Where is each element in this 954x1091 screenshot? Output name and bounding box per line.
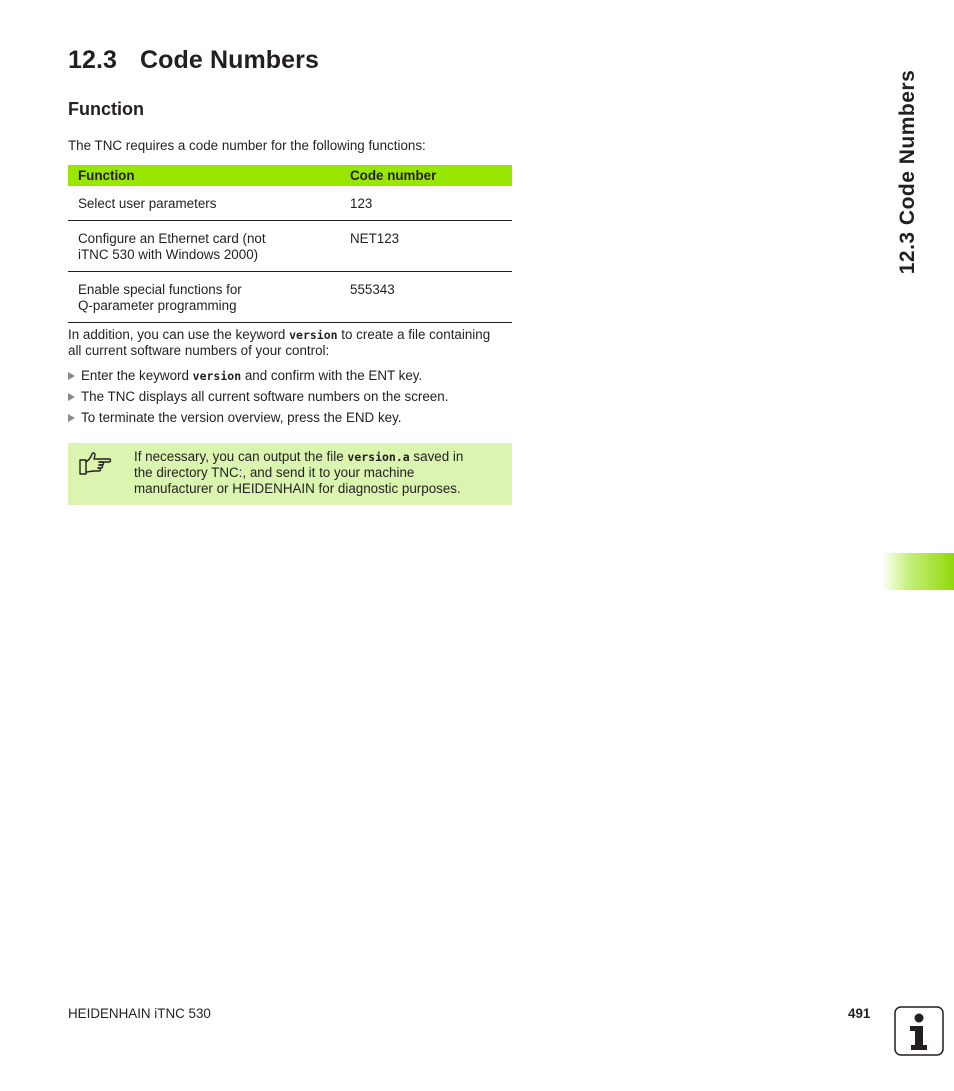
code-cell: 555343: [340, 272, 512, 323]
step-item: [68, 389, 448, 405]
triangle-bullet-icon: [68, 414, 75, 422]
table-header-row: [68, 165, 512, 186]
code-cell: NET123: [340, 221, 512, 272]
function-cell: [68, 221, 340, 272]
code-number-table: [68, 165, 512, 323]
function-text-line: Configure an Ethernet card (not: [78, 231, 266, 246]
subsection-heading: Function: [68, 99, 144, 119]
note-text-part: the directory TNC:, and send it to your machine: [134, 465, 415, 480]
step-text: Enter the keyword: [81, 368, 193, 383]
info-icon: [894, 1006, 944, 1056]
triangle-bullet-icon: [68, 393, 75, 401]
note-text-part: saved in: [409, 449, 464, 464]
page-number: 491: [848, 1006, 871, 1021]
section-number: 12.3: [68, 46, 118, 74]
step-item: [68, 368, 422, 384]
pointing-hand-icon: [78, 451, 112, 477]
step-text: To terminate the version overview, press the END key.: [81, 410, 402, 425]
side-title-text: 12.3 Code Numbers: [896, 69, 919, 275]
column-header-function: Function: [68, 165, 340, 186]
keyword-version: version: [289, 328, 338, 342]
step-text: The TNC displays all current software numbers on the screen.: [81, 389, 449, 404]
function-text: Select user parameters: [78, 196, 217, 211]
note-text: [134, 449, 506, 497]
table-row: [68, 221, 512, 272]
note-text-part: manufacturer or HEIDENHAIN for diagnostic purposes.: [134, 481, 461, 496]
filename-version-a: version.a: [347, 450, 410, 464]
function-cell: [68, 186, 340, 221]
note-text-part: If necessary, you can output the file: [134, 449, 348, 464]
page-title: [68, 46, 319, 75]
function-cell: [68, 272, 340, 323]
code-cell: 123: [340, 186, 512, 221]
function-text-line: Enable special functions for: [78, 282, 242, 297]
addition-text: to create a file containing: [337, 327, 491, 342]
intro-paragraph: The TNC requires a code number for the following functions:: [68, 138, 426, 153]
step-text: and confirm with the ENT key.: [241, 368, 423, 383]
column-header-code-number: Code number: [340, 165, 512, 186]
footer-manual-name: HEIDENHAIN iTNC 530: [68, 1006, 211, 1021]
note-box: [68, 443, 512, 505]
addition-text: all current software numbers of your control:: [68, 343, 330, 358]
keyword-version: version: [192, 369, 242, 383]
step-item: [68, 410, 402, 426]
function-text-line: iTNC 530 with Windows 2000): [78, 247, 259, 262]
function-text-line: Q-parameter programming: [78, 298, 237, 313]
section-title: Code Numbers: [140, 46, 320, 74]
side-running-title: [878, 52, 938, 292]
addition-text: In addition, you can use the keyword: [68, 327, 290, 342]
addition-paragraph: [68, 327, 514, 359]
table-row: [68, 272, 512, 323]
triangle-bullet-icon: [68, 372, 75, 380]
table-row: [68, 186, 512, 221]
chapter-tab: [882, 553, 954, 590]
